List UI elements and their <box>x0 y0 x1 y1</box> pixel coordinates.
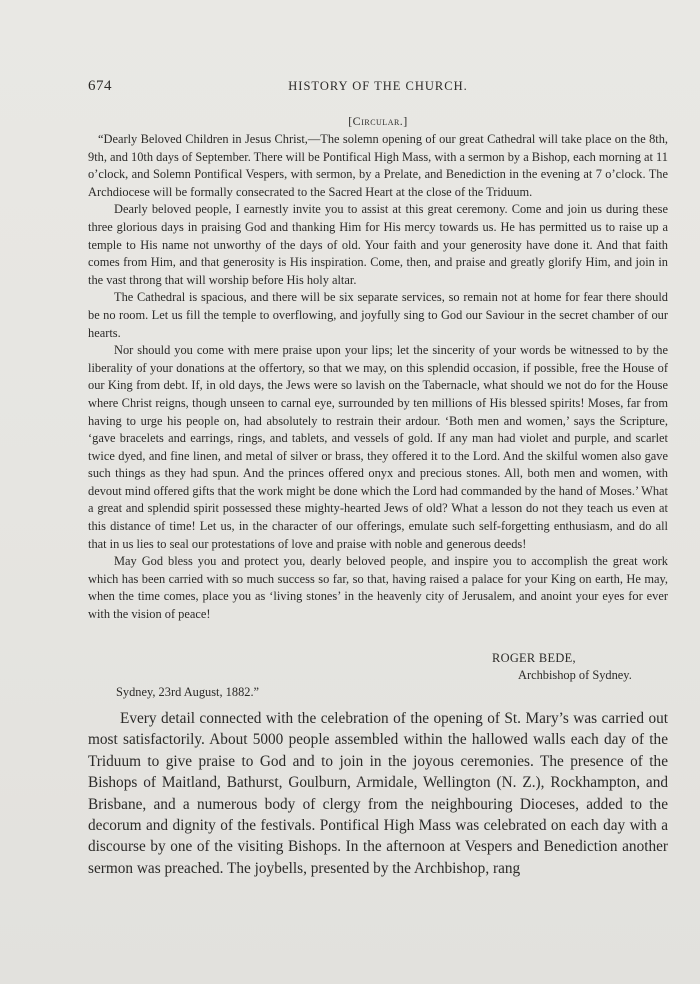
page-header <box>88 78 668 98</box>
letter-paragraph-2: Dearly beloved people, I earnestly invite you to assist at this great ceremony. Come and join us during these three glorious days in praising God and thanking Him for His mercy towards us. He has permitted us to raise up a temple to His name not unworthy of the days of old. Your faith and your generosity have done it. And that faith comes from Him, and that generosity is His inspiration. Come, then, and praise and greatly glorify Him, and join in the vast throng that will worship before His holy altar. <box>88 202 668 287</box>
page-number: 674 <box>88 78 112 94</box>
running-title: HISTORY OF THE CHURCH. <box>288 79 468 93</box>
letter-date: Sydney, 23rd August, 1882.” <box>116 685 260 699</box>
letter-paragraph-5: May God bless you and protect you, dearly beloved people, and inspire you to accomplish the great work which has been carried with so much success so far, so that, having raised a palace for your King on earth, He may, when the time comes, place you as ‘living stones’ in the heavenly city of Jerusalem, and anoint your eyes for ever with the vision of peace! <box>88 554 668 622</box>
circular-heading: [Circular.] <box>348 114 408 128</box>
pastoral-letter <box>88 131 668 624</box>
narrative-text <box>88 708 668 879</box>
signature-name: ROGER BEDE, <box>492 651 576 665</box>
narrative-paragraph: Every detail connected with the celebration of the opening of St. Mary’s was carried out most satisfactorily. About 5000 people assembled within the hallowed walls each day of the Triduum to give praise to God and to join in the joyous ceremonies. The presence of the Bishops of Maitland, Bathurst, Goulburn, Armidale, Wellington (N. Z.), Rockhampton, and Brisbane, and a numerous body of clergy from the neighbouring Dioceses, added to the decorum and dignity of the festivals. Pontifical High Mass was celebrated on each day with a discourse by one of the visiting Bishops. In the afternoon at Vespers and Benediction another sermon was preached. The joybells, presented by the Archbishop, rang <box>88 710 668 877</box>
signature-title: Archbishop of Sydney. <box>518 668 632 682</box>
letter-paragraph-1: “Dearly Beloved Children in Jesus Christ,—The solemn opening of our great Cathedral will take place on the 8th, 9th, and 10th days of September. There will be Pontifical High Mass, with a sermon by a Bishop, each morning at 11 o’clock, and Solemn Pontifical Vespers, with sermon, by a Prelate, and Benediction in the evening at 7 o’clock. The Archdiocese will be formally consecrated to the Sacred Heart at the close of the Triduum. <box>88 132 668 199</box>
letter-paragraph-3: The Cathedral is spacious, and there will be six separate services, so remain not at home for fear there should be no room. Let us fill the temple to overflowing, and joyfully sing to God our Saviour in the secret chamber of our hearts. <box>88 290 668 340</box>
letter-paragraph-4: Nor should you come with mere praise upon your lips; let the sincerity of your words be witnessed to by the liberality of your donations at the offertory, so that we may, on this splendid occasion, if possible, free the House of our King from debt. If, in old days, the Jews were so lavish on the Tabernacle, what should we not do for the House where Christ reigns, though unseen to carnal eye, surrounded by ten millions of His blessed spirits! Moses, far from having to urge his people on, had absolutely to restrain their ardour. ‘Both men and women,’ says the Scripture, ‘gave bracelets and earrings, rings, and tablets, and vessels of gold. If any man had violet and purple, and scarlet twice dyed, and fine linen, and metal of silver or brass, they offered it to the Lord. And the skilful women also gave such things as they had spun. And the princes offered onyx and precious stones. All, both men and women, with devout mind offered gifts that the work might be done which the Lord had commanded by the hand of Moses.’ What a great and splendid spirit possessed these mighty-hearted Jews of old? What a lesson do not they teach us even at this distance of time! Let us, in the character of our offerings, emulate such self-forgetting enthusiasm, and do all that in us lies to seal our protestations of love and praise with noble and generous deeds! <box>88 343 668 551</box>
